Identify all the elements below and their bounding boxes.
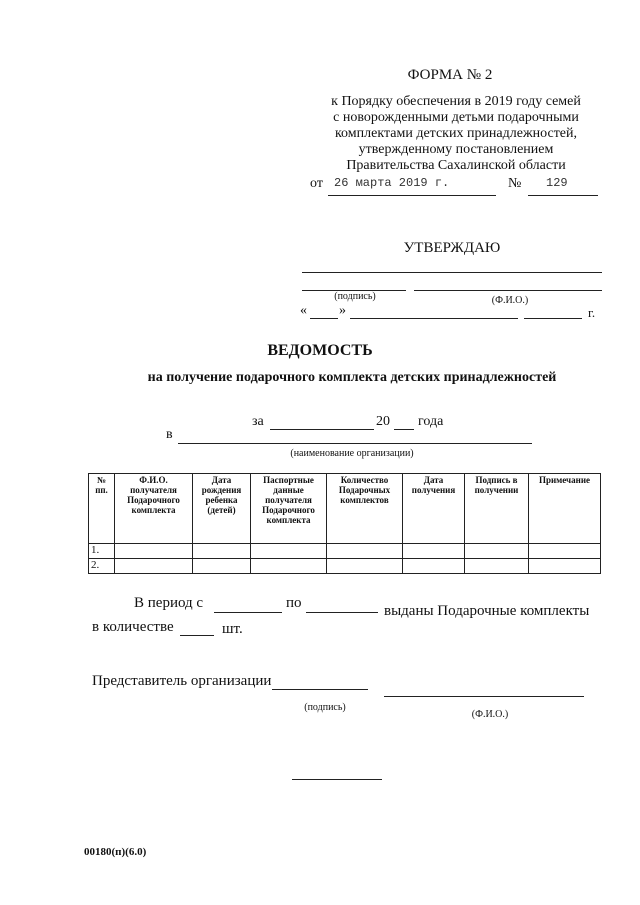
form-number-title: ФОРМА № 2 <box>407 67 493 83</box>
col-header-birth-date: Дата рождения ребенка (детей) <box>193 474 251 544</box>
col-header-number: № пп. <box>89 474 115 544</box>
number-underline <box>528 195 598 196</box>
issuance-table <box>88 473 601 574</box>
period-year-prefix: 20 <box>376 414 390 429</box>
approval-title: УТВЕРЖДАЮ <box>403 240 501 256</box>
table-cell[interactable] <box>465 559 529 574</box>
document-subtitle: на получение подарочного комплекта детских принадлежностей <box>147 370 557 385</box>
bottom-line <box>292 779 382 780</box>
row-number: 1. <box>89 544 115 559</box>
form-header-line-5: Правительства Сахалинской области <box>346 158 566 173</box>
date-underline <box>328 195 496 196</box>
col-header-passport: Паспортные данные получателя Подарочного комплекта <box>251 474 327 544</box>
col-header-signature: Подпись в получении <box>465 474 529 544</box>
approval-date-close-quote: » <box>339 303 346 318</box>
table-cell[interactable] <box>327 544 403 559</box>
col-header-quantity: Количество Подарочных комплектов <box>327 474 403 544</box>
form-header-line-4: утвержденному постановлением <box>358 142 554 157</box>
table-cell[interactable] <box>193 559 251 574</box>
table-row <box>89 559 601 574</box>
representative-fio-line <box>384 696 584 697</box>
table-cell[interactable] <box>251 544 327 559</box>
table-cell[interactable] <box>529 544 601 559</box>
table-cell[interactable] <box>403 559 465 574</box>
table-cell[interactable] <box>193 544 251 559</box>
table-header-row <box>89 474 601 544</box>
form-code: 00180(п)(6.0) <box>84 846 147 858</box>
table-cell[interactable] <box>327 559 403 574</box>
form-header-line-2: с новорожденными детьми подарочными <box>333 110 579 125</box>
table-cell[interactable] <box>403 544 465 559</box>
summary-period-start: В период с <box>134 595 204 611</box>
org-prefix: в <box>166 427 173 442</box>
col-header-recipient-name: Ф.И.О. получателя Подарочного комплекта <box>115 474 193 544</box>
period-month-line <box>270 429 374 430</box>
summary-qty-suffix: шт. <box>222 621 243 637</box>
document-title: ВЕДОМОСТЬ <box>267 342 373 359</box>
representative-signature-line <box>272 689 368 690</box>
org-name-line <box>178 443 532 444</box>
from-label: от <box>310 176 323 191</box>
representative-signature-caption: (подпись) <box>304 702 346 713</box>
representative-fio-caption: (Ф.И.О.) <box>471 709 509 720</box>
approval-number-value: 129 <box>546 176 568 190</box>
period-year-line <box>394 429 414 430</box>
approval-year-line <box>524 318 582 319</box>
table-cell[interactable] <box>465 544 529 559</box>
representative-label: Представитель организации <box>92 673 272 689</box>
form-header-line-3: комплектами детских принадлежностей, <box>334 126 578 141</box>
table-cell[interactable] <box>115 559 193 574</box>
org-caption: (наименование организации) <box>290 448 414 459</box>
form-header-line-1: к Порядку обеспечения в 2019 году семей <box>331 94 581 109</box>
approval-year-suffix: г. <box>588 305 596 320</box>
approval-day-line <box>310 318 338 319</box>
number-label: № <box>508 176 522 191</box>
table-cell[interactable] <box>115 544 193 559</box>
summary-period-mid: по <box>286 595 302 611</box>
table-row <box>89 544 601 559</box>
col-header-note: Примечание <box>529 474 601 544</box>
table-cell[interactable] <box>529 559 601 574</box>
col-header-received-date: Дата получения <box>403 474 465 544</box>
row-number: 2. <box>89 559 115 574</box>
summary-qty-prefix: в количестве <box>92 619 174 635</box>
approval-position-line <box>302 272 602 273</box>
table-cell[interactable] <box>251 559 327 574</box>
period-suffix: года <box>418 414 444 429</box>
summary-end-line <box>306 612 378 613</box>
period-prefix: за <box>252 414 264 429</box>
approval-month-line <box>350 318 518 319</box>
approval-date-open-quote: « <box>300 303 307 318</box>
approval-signature-caption: (подпись) <box>334 291 376 302</box>
summary-period-end: выданы Подарочные комплекты <box>384 603 590 619</box>
approval-date-value: 26 марта 2019 г. <box>334 176 450 190</box>
summary-start-line <box>214 612 282 613</box>
approval-fio-line <box>414 290 602 291</box>
approval-fio-caption: (Ф.И.О.) <box>491 295 529 306</box>
summary-qty-line <box>180 635 214 636</box>
